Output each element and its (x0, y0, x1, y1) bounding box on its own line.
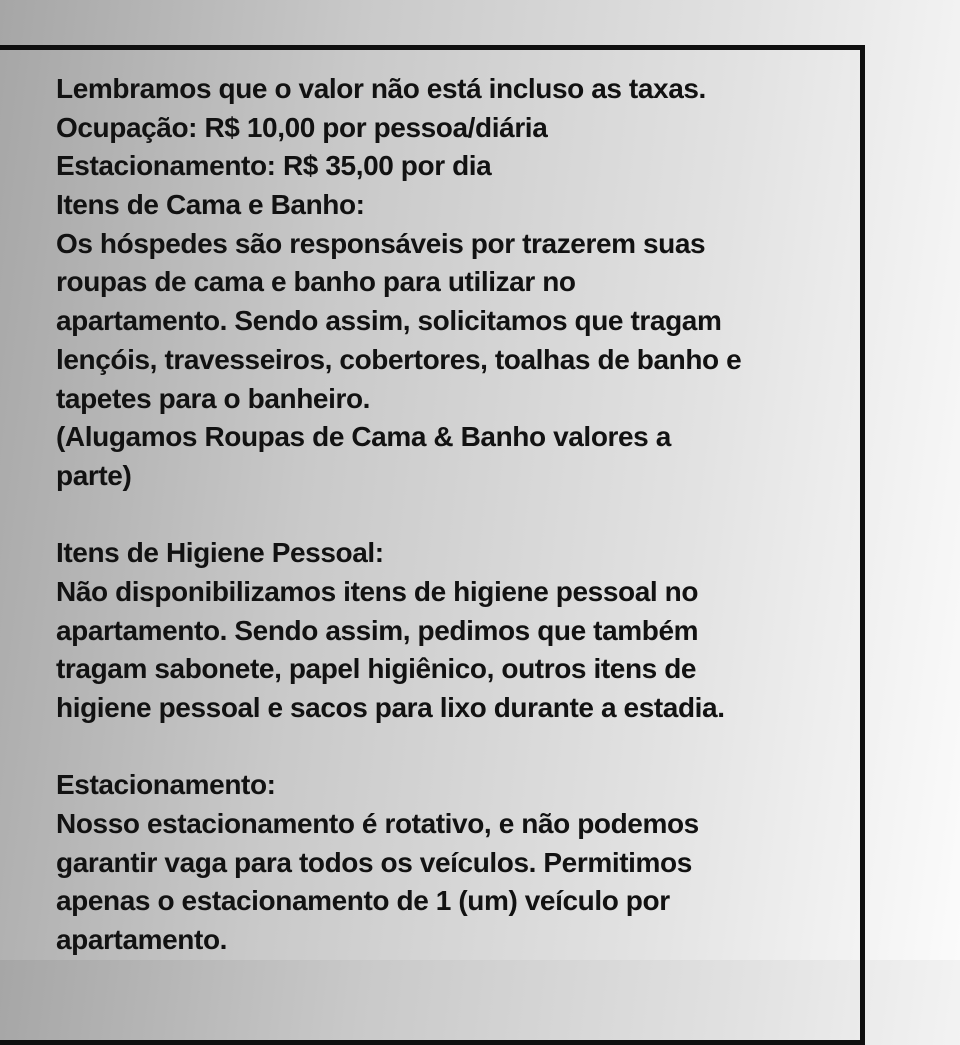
text-line: tragam sabonete, papel higiênico, outros itens de (56, 653, 697, 685)
text-line: tapetes para o banheiro. (56, 382, 371, 414)
text-line: apartamento. Sendo assim, pedimos que também (56, 614, 699, 646)
text-line: roupas de cama e banho para utilizar no (56, 266, 576, 298)
section-heading: Itens de Higiene Pessoal: (56, 537, 384, 569)
blank-line (56, 496, 836, 535)
text-line: higiene pessoal e sacos para lixo durante a estadia. (56, 692, 725, 723)
text-line: parte) (56, 459, 132, 491)
text-line: apartamento. Sendo assim, solicitamos que tragam (56, 305, 722, 337)
text-line: lençóis, travesseiros, cobertores, toalhas de banho e (56, 343, 742, 375)
text-line: Não disponibilizamos itens de higiene pessoal no (56, 575, 699, 607)
text-line: Ocupação: R$ 10,00 por pessoa/diária (56, 111, 548, 143)
text-line: Nosso estacionamento é rotativo, e não podemos (56, 808, 699, 840)
section-heading: Estacionamento: (56, 769, 276, 801)
section-heading: Itens de Cama e Banho: (56, 189, 365, 221)
text-line: Os hóspedes são responsáveis por trazerem suas (56, 227, 706, 259)
blank-line (56, 728, 836, 767)
text-line: apartamento. (56, 924, 228, 956)
text-line: Estacionamento: R$ 35,00 por dia (56, 150, 492, 182)
text-line: garantir vaga para todos os veículos. Permitimos (56, 846, 692, 878)
text-line: Lembramos que o valor não está incluso as taxas. (56, 73, 706, 104)
text-line: apenas o estacionamento de 1 (um) veículo por (56, 885, 670, 917)
text-line: (Alugamos Roupas de Cama & Banho valores a (56, 421, 671, 453)
notice-text (56, 70, 836, 960)
